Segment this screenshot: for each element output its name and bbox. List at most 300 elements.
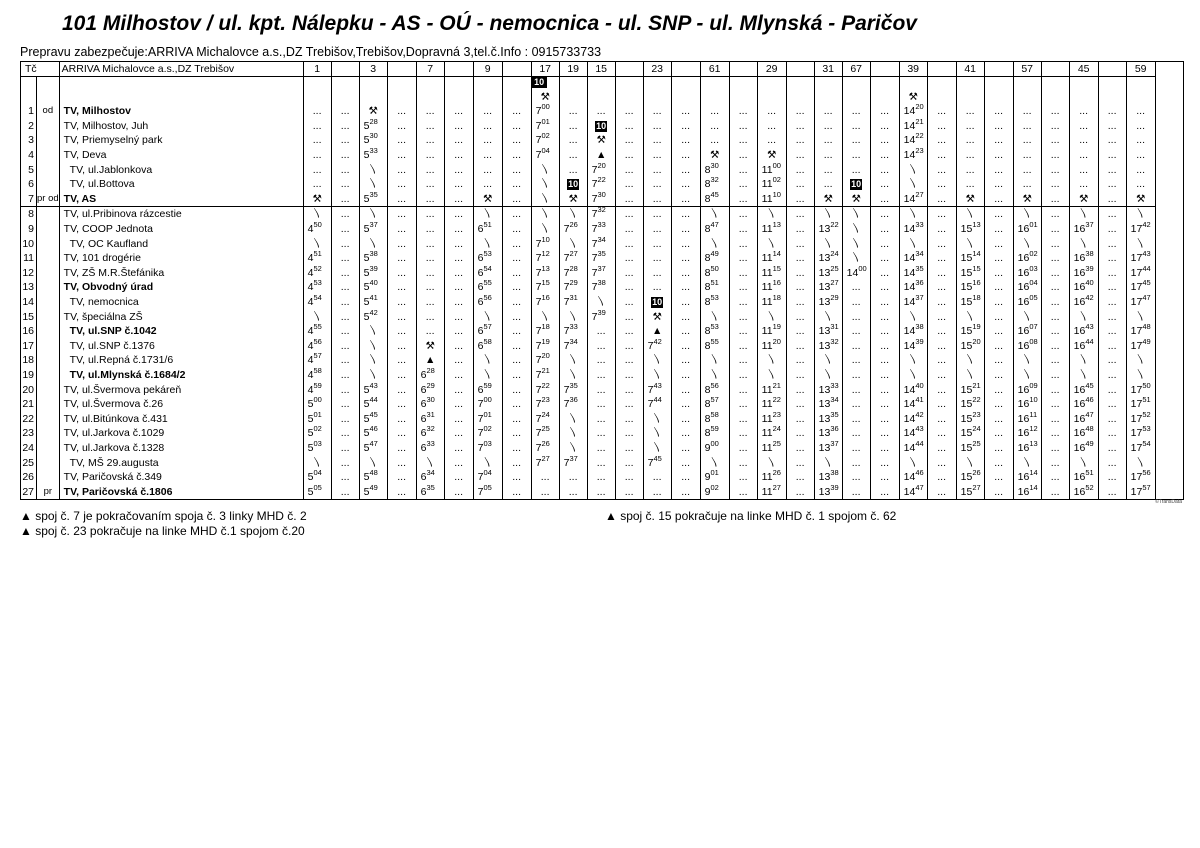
time-cell: ... xyxy=(870,133,899,148)
time-cell: ... xyxy=(984,148,1013,163)
time-cell: ... xyxy=(842,295,870,310)
workday-icon: ⚒ xyxy=(540,91,550,103)
arrival-departure-mark xyxy=(37,353,60,368)
time-cell: ⚒ xyxy=(1013,192,1041,207)
header-spoj-number xyxy=(331,62,359,77)
timetable-row xyxy=(21,133,1184,148)
stop-number: 11 xyxy=(21,251,37,266)
time-cell: ... xyxy=(502,470,531,485)
time-cell: 〵 xyxy=(531,162,559,177)
time-cell: ... xyxy=(416,133,444,148)
time-cell: 〵 xyxy=(587,295,615,310)
time-cell: ... xyxy=(1069,104,1098,119)
stop-number: 20 xyxy=(21,382,37,397)
time-cell: ... xyxy=(559,484,587,499)
time-cell: ... xyxy=(842,309,870,324)
time-cell: ... xyxy=(416,162,444,177)
time-cell: ... xyxy=(956,133,984,148)
time-cell: $14^{40}$ xyxy=(899,382,927,397)
time-cell: ... xyxy=(729,455,757,470)
time-cell: $17^{54}$ xyxy=(1126,441,1155,456)
time-cell: ... xyxy=(444,309,473,324)
header-spoj-number: 45 xyxy=(1069,62,1098,77)
time-cell: $6^{31}$ xyxy=(416,411,444,426)
time-cell: ... xyxy=(331,266,359,281)
time-cell: ... xyxy=(1126,119,1155,134)
time-cell: ... xyxy=(1013,133,1041,148)
time-cell: $14^{41}$ xyxy=(899,397,927,412)
time-cell: ... xyxy=(502,104,531,119)
time-cell: 〵 xyxy=(1069,455,1098,470)
time-cell: 〵 xyxy=(757,207,786,222)
time-cell: ... xyxy=(870,426,899,441)
time-cell: $14^{37}$ xyxy=(899,295,927,310)
time-cell: ... xyxy=(671,397,700,412)
time-cell: ... xyxy=(671,177,700,192)
time-cell: ... xyxy=(842,353,870,368)
time-cell: $8^{30}$ xyxy=(700,162,729,177)
time-cell: ... xyxy=(473,104,502,119)
time-cell: ... xyxy=(615,411,643,426)
time-cell: ... xyxy=(502,441,531,456)
time-cell: 〵 xyxy=(1013,368,1041,383)
time-cell: $11^{02}$ xyxy=(757,177,786,192)
time-cell: $16^{03}$ xyxy=(1013,266,1041,281)
time-cell: ... xyxy=(1041,148,1069,163)
time-cell: $7^{10}$ xyxy=(531,236,559,251)
time-cell: ⚒ xyxy=(842,192,870,207)
stop-name: TV, ZŠ M.R.Štefánika xyxy=(59,266,303,281)
time-cell: $11^{25}$ xyxy=(757,441,786,456)
time-cell: ... xyxy=(786,133,814,148)
time-cell: ... xyxy=(559,133,587,148)
time-cell: ... xyxy=(331,222,359,237)
time-cell: ... xyxy=(1098,133,1126,148)
school-day-badge: 10 xyxy=(596,120,607,131)
time-cell: 〵 xyxy=(473,353,502,368)
time-cell: ... xyxy=(587,441,615,456)
time-cell: ⚒ xyxy=(1069,192,1098,207)
time-cell: ... xyxy=(700,119,729,134)
time-cell: 〵 xyxy=(899,207,927,222)
time-cell: $7^{12}$ xyxy=(531,251,559,266)
stop-name: TV, Priemyselný park xyxy=(59,133,303,148)
arrival-departure-mark xyxy=(37,133,60,148)
stop-number: 23 xyxy=(21,426,37,441)
time-cell: $13^{34}$ xyxy=(814,397,842,412)
time-cell: ... xyxy=(786,236,814,251)
header-spoj-number: 19 xyxy=(559,62,587,77)
time-cell: ... xyxy=(1013,177,1041,192)
time-cell: ... xyxy=(444,236,473,251)
time-cell: ... xyxy=(786,426,814,441)
time-cell: $13^{39}$ xyxy=(814,484,842,499)
time-cell: 〵 xyxy=(814,455,842,470)
time-cell: ⚒ xyxy=(1126,192,1155,207)
time-cell: ... xyxy=(671,192,700,207)
time-cell: ... xyxy=(643,470,671,485)
time-cell: $6^{35}$ xyxy=(416,484,444,499)
time-cell: ... xyxy=(1069,133,1098,148)
time-cell: $13^{24}$ xyxy=(814,251,842,266)
time-cell: ... xyxy=(1041,133,1069,148)
time-cell: ... xyxy=(842,119,870,134)
time-cell: $6^{29}$ xyxy=(416,382,444,397)
time-cell: ... xyxy=(387,177,416,192)
time-cell: ... xyxy=(615,441,643,456)
time-cell: ... xyxy=(387,484,416,499)
time-cell: ... xyxy=(444,484,473,499)
stop-number: 22 xyxy=(21,411,37,426)
time-cell: ... xyxy=(927,339,956,354)
time-cell: ... xyxy=(1098,382,1126,397)
time-cell: ... xyxy=(387,470,416,485)
header-spoj-number: 57 xyxy=(1013,62,1041,77)
time-cell: ... xyxy=(615,162,643,177)
time-cell: ... xyxy=(643,148,671,163)
time-cell: $6^{32}$ xyxy=(416,426,444,441)
time-cell: ... xyxy=(1098,222,1126,237)
time-cell: 〵 xyxy=(700,455,729,470)
time-cell: 〵 xyxy=(956,236,984,251)
header-spoj-number xyxy=(729,62,757,77)
time-cell: ⚒ xyxy=(757,148,786,163)
time-cell: ... xyxy=(1041,177,1069,192)
time-cell: ... xyxy=(984,104,1013,119)
time-cell xyxy=(1098,77,1126,105)
time-cell: ... xyxy=(729,484,757,499)
time-cell: ... xyxy=(786,484,814,499)
time-cell: $4^{56}$ xyxy=(303,339,331,354)
time-cell: ... xyxy=(786,207,814,222)
time-cell: 〵 xyxy=(956,455,984,470)
time-cell: ... xyxy=(984,295,1013,310)
footnote-spoj-7: ▲ spoj č. 7 je pokračovaním spoja č. 3 linky MHD č. 2 xyxy=(20,509,307,523)
arrival-departure-mark xyxy=(37,411,60,426)
time-cell: 〵 xyxy=(643,411,671,426)
time-cell: ... xyxy=(984,266,1013,281)
time-cell: 〵 xyxy=(1126,455,1155,470)
time-cell: ... xyxy=(502,324,531,339)
time-cell xyxy=(473,77,502,105)
time-cell: ... xyxy=(870,236,899,251)
time-cell xyxy=(671,77,700,105)
time-cell xyxy=(870,77,899,105)
time-cell: ... xyxy=(1098,441,1126,456)
stop-number: 19 xyxy=(21,368,37,383)
time-cell: $7^{18}$ xyxy=(531,324,559,339)
time-cell: 〵 xyxy=(359,353,387,368)
time-cell: ... xyxy=(502,222,531,237)
time-cell: ... xyxy=(473,177,502,192)
time-cell: ... xyxy=(502,162,531,177)
time-cell: ... xyxy=(729,368,757,383)
time-cell: $6^{56}$ xyxy=(473,295,502,310)
time-cell: $13^{36}$ xyxy=(814,426,842,441)
time-cell: $14^{33}$ xyxy=(899,222,927,237)
time-cell: ... xyxy=(786,192,814,207)
time-cell: 〵 xyxy=(303,455,331,470)
time-cell: ... xyxy=(842,484,870,499)
time-cell: ... xyxy=(671,411,700,426)
time-cell: ... xyxy=(444,295,473,310)
time-cell: $14^{42}$ xyxy=(899,411,927,426)
timetable-row xyxy=(21,222,1184,237)
time-cell: 〵 xyxy=(1126,309,1155,324)
time-cell: ... xyxy=(1069,177,1098,192)
time-cell: ... xyxy=(473,162,502,177)
time-cell: ... xyxy=(387,353,416,368)
time-cell: $13^{27}$ xyxy=(814,280,842,295)
footnote-spoj-23: ▲ spoj č. 23 pokračuje na linke MHD č.1 spojom č.20 xyxy=(20,524,305,538)
time-cell: ... xyxy=(671,222,700,237)
time-cell: ... xyxy=(984,353,1013,368)
time-cell: ... xyxy=(984,382,1013,397)
time-cell: ... xyxy=(671,339,700,354)
time-cell: ... xyxy=(331,162,359,177)
time-cell: ... xyxy=(416,222,444,237)
time-cell: ... xyxy=(1126,162,1155,177)
time-cell: 〵 xyxy=(303,309,331,324)
time-cell: $5^{38}$ xyxy=(359,251,387,266)
timetable-row xyxy=(21,426,1184,441)
time-cell xyxy=(615,77,643,105)
time-cell: ... xyxy=(984,133,1013,148)
time-cell: 〵 xyxy=(359,455,387,470)
time-cell: ... xyxy=(1098,484,1126,499)
time-cell: ... xyxy=(1041,192,1069,207)
time-cell: $4^{57}$ xyxy=(303,353,331,368)
time-cell: ... xyxy=(671,353,700,368)
time-cell: ... xyxy=(331,397,359,412)
time-cell: ... xyxy=(842,455,870,470)
time-cell: $7^{22}$ xyxy=(587,177,615,192)
time-cell: $17^{44}$ xyxy=(1126,266,1155,281)
arrival-departure-mark xyxy=(37,382,60,397)
time-cell: ... xyxy=(1098,192,1126,207)
header-spoj-number: 41 xyxy=(956,62,984,77)
time-cell: ... xyxy=(842,104,870,119)
time-cell: $11^{27}$ xyxy=(757,484,786,499)
arrival-departure-mark xyxy=(37,77,60,105)
time-cell: 〵 xyxy=(899,353,927,368)
time-cell: ... xyxy=(1098,266,1126,281)
time-cell: $15^{20}$ xyxy=(956,339,984,354)
time-cell: $5^{04}$ xyxy=(303,470,331,485)
time-cell: ... xyxy=(1098,470,1126,485)
time-cell: $7^{15}$ xyxy=(531,280,559,295)
stop-number: 7 xyxy=(21,192,37,207)
time-cell: ... xyxy=(927,119,956,134)
stop-name: TV, Paričovská č.1806 xyxy=(59,484,303,499)
time-cell: ... xyxy=(671,309,700,324)
time-cell: ... xyxy=(444,411,473,426)
time-cell: ... xyxy=(502,411,531,426)
time-cell: ... xyxy=(387,236,416,251)
time-cell: $5^{42}$ xyxy=(359,309,387,324)
time-cell: ... xyxy=(786,368,814,383)
time-cell: ... xyxy=(1041,295,1069,310)
time-cell: ... xyxy=(786,104,814,119)
time-cell: ... xyxy=(984,426,1013,441)
time-cell: ... xyxy=(331,324,359,339)
time-cell xyxy=(1126,77,1155,105)
timetable-row xyxy=(21,382,1184,397)
time-cell: ... xyxy=(729,353,757,368)
time-cell: ... xyxy=(643,222,671,237)
time-cell: ... xyxy=(927,324,956,339)
time-cell: $13^{29}$ xyxy=(814,295,842,310)
time-cell: $16^{49}$ xyxy=(1069,441,1098,456)
time-cell: $5^{46}$ xyxy=(359,426,387,441)
time-cell: ... xyxy=(1098,309,1126,324)
time-cell: ... xyxy=(1041,207,1069,222)
time-cell: ... xyxy=(502,309,531,324)
school-day-badge: 10 xyxy=(851,179,862,190)
time-cell: ... xyxy=(502,295,531,310)
time-cell: ... xyxy=(387,119,416,134)
time-cell: 〵 xyxy=(531,192,559,207)
time-cell: ... xyxy=(757,119,786,134)
time-cell: 〵 xyxy=(757,236,786,251)
time-cell: ... xyxy=(416,251,444,266)
time-cell: ... xyxy=(870,441,899,456)
time-cell: $16^{07}$ xyxy=(1013,324,1041,339)
time-cell: ... xyxy=(1098,368,1126,383)
time-cell: 〵 xyxy=(842,236,870,251)
time-cell: ... xyxy=(870,222,899,237)
stop-name: TV, ul.Jablonkova xyxy=(59,162,303,177)
stop-number: 10 xyxy=(21,236,37,251)
time-cell: $13^{22}$ xyxy=(814,222,842,237)
time-cell: $14^{36}$ xyxy=(899,280,927,295)
time-cell: $7^{02}$ xyxy=(531,133,559,148)
time-cell: ... xyxy=(587,368,615,383)
time-cell: ... xyxy=(786,455,814,470)
time-cell: ... xyxy=(984,324,1013,339)
time-cell: 〵 xyxy=(359,339,387,354)
timetable-title: 101 Milhostov / ul. kpt. Nálepku - AS - OÚ - nemocnica - ul. SNP - ul. Mlynská - Paričov xyxy=(62,12,917,35)
time-cell: $7^{01}$ xyxy=(531,119,559,134)
time-cell: ... xyxy=(502,236,531,251)
header-spoj-number xyxy=(615,62,643,77)
time-cell: 〵 xyxy=(899,162,927,177)
time-cell: ... xyxy=(984,280,1013,295)
time-cell: ... xyxy=(1041,353,1069,368)
time-cell: 〵 xyxy=(899,236,927,251)
arrival-departure-mark xyxy=(37,148,60,163)
time-cell: ... xyxy=(1041,162,1069,177)
time-cell: $7^{26}$ xyxy=(531,441,559,456)
stop-number: 8 xyxy=(21,207,37,222)
time-cell: ... xyxy=(984,339,1013,354)
arrival-departure-mark xyxy=(37,455,60,470)
time-cell: ... xyxy=(303,104,331,119)
time-cell: ⚒ xyxy=(416,339,444,354)
time-cell: $7^{16}$ xyxy=(531,295,559,310)
time-cell: ... xyxy=(870,119,899,134)
time-cell: $7^{39}$ xyxy=(587,309,615,324)
time-cell: ⚒ xyxy=(899,77,927,105)
time-cell: $7^{35}$ xyxy=(587,251,615,266)
time-cell: ... xyxy=(786,222,814,237)
time-cell: $8^{47}$ xyxy=(700,222,729,237)
time-cell: ... xyxy=(984,207,1013,222)
time-cell: ... xyxy=(729,207,757,222)
time-cell xyxy=(927,77,956,105)
time-cell: $8^{53}$ xyxy=(700,295,729,310)
time-cell: 〵 xyxy=(473,236,502,251)
time-cell: $11^{10}$ xyxy=(757,192,786,207)
timetable-row xyxy=(21,280,1184,295)
time-cell: $15^{24}$ xyxy=(956,426,984,441)
time-cell: ... xyxy=(587,104,615,119)
time-cell: ... xyxy=(870,368,899,383)
time-cell: ... xyxy=(786,397,814,412)
time-cell: $16^{38}$ xyxy=(1069,251,1098,266)
time-cell: ... xyxy=(1098,148,1126,163)
time-cell: ... xyxy=(1041,484,1069,499)
stop-number xyxy=(21,77,37,105)
time-cell: ... xyxy=(927,148,956,163)
time-cell: $5^{35}$ xyxy=(359,192,387,207)
time-cell: ... xyxy=(956,104,984,119)
time-cell: ... xyxy=(643,192,671,207)
time-cell: ... xyxy=(643,162,671,177)
stop-name: TV, MŠ 29.augusta xyxy=(59,455,303,470)
time-cell: ... xyxy=(814,133,842,148)
time-cell: $8^{56}$ xyxy=(700,382,729,397)
time-cell: $17^{47}$ xyxy=(1126,295,1155,310)
header-spoj-number: 61 xyxy=(700,62,729,77)
time-cell: ... xyxy=(387,162,416,177)
time-cell: ... xyxy=(786,339,814,354)
time-cell: ... xyxy=(984,162,1013,177)
stop-name: TV, ul.Jarkova č.1328 xyxy=(59,441,303,456)
timetable-row xyxy=(21,309,1184,324)
time-cell: ⚒ xyxy=(473,192,502,207)
time-cell: ... xyxy=(502,339,531,354)
time-cell: ... xyxy=(587,353,615,368)
time-cell: ... xyxy=(387,411,416,426)
time-cell: 〵 xyxy=(531,222,559,237)
stop-name: TV, ul.Bottova xyxy=(59,177,303,192)
time-cell: $16^{45}$ xyxy=(1069,382,1098,397)
time-cell: 〵 xyxy=(559,236,587,251)
timetable-row xyxy=(21,177,1184,192)
time-cell xyxy=(387,77,416,105)
time-cell: ... xyxy=(786,470,814,485)
time-cell: 〵 xyxy=(559,368,587,383)
time-cell: ... xyxy=(416,324,444,339)
header-spoj-number xyxy=(502,62,531,77)
time-cell: ... xyxy=(671,382,700,397)
arrival-departure-mark xyxy=(37,266,60,281)
time-cell: ... xyxy=(444,455,473,470)
stop-name: TV, ul.Bitúnkova č.431 xyxy=(59,411,303,426)
time-cell: ... xyxy=(331,133,359,148)
time-cell: ... xyxy=(842,133,870,148)
time-cell: ... xyxy=(615,455,643,470)
time-cell: $16^{04}$ xyxy=(1013,280,1041,295)
time-cell: ... xyxy=(870,455,899,470)
timetable-row xyxy=(21,368,1184,383)
time-cell: ... xyxy=(984,192,1013,207)
time-cell: $11^{13}$ xyxy=(757,222,786,237)
time-cell: ... xyxy=(729,441,757,456)
time-cell: ... xyxy=(1041,104,1069,119)
arrival-departure-mark xyxy=(37,368,60,383)
